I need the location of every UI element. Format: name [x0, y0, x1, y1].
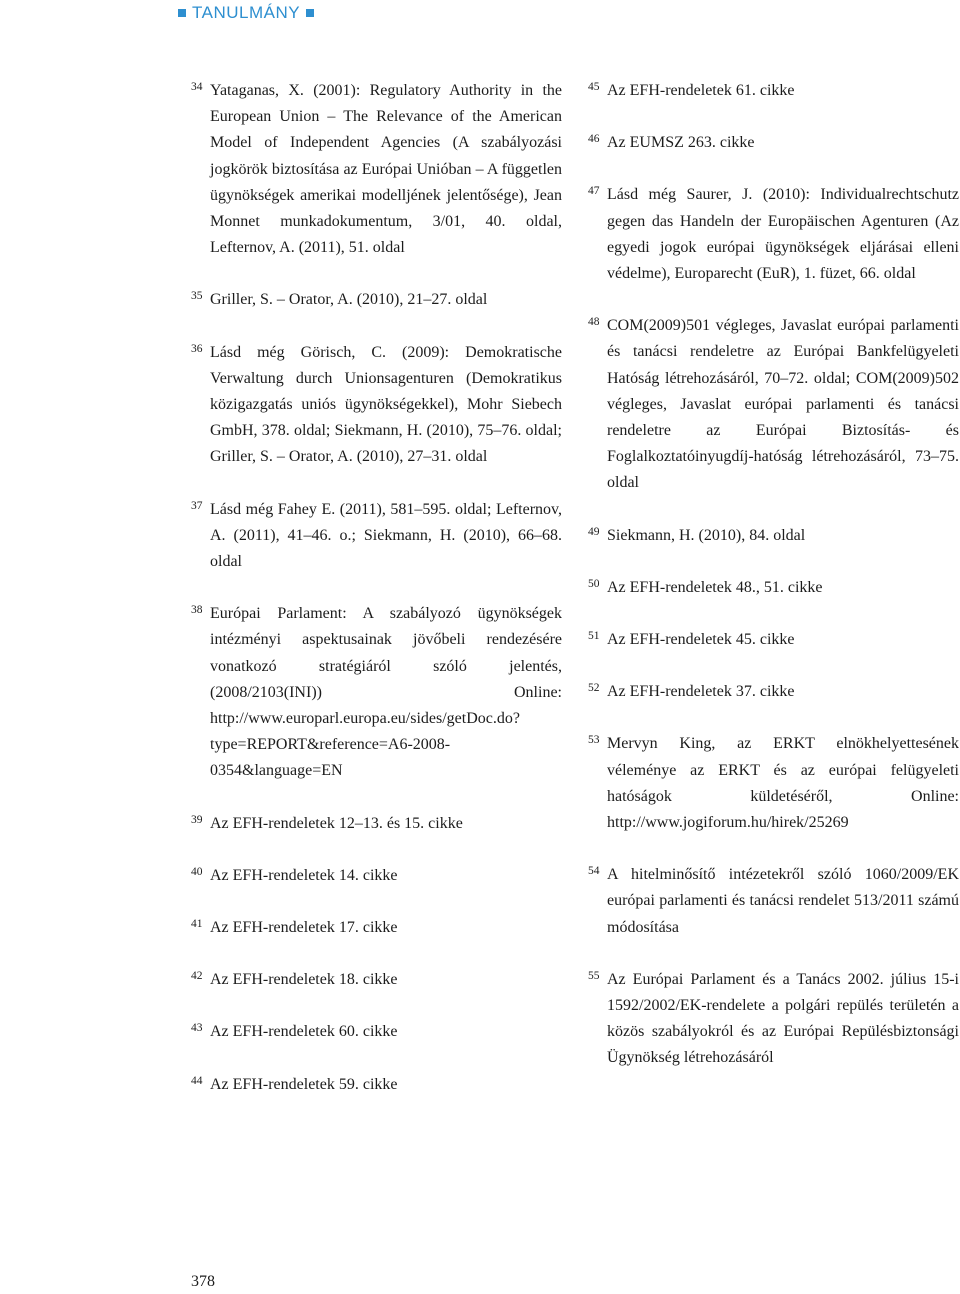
footnote-47 — [588, 182, 959, 287]
footnote-number: 34 — [191, 81, 203, 93]
footnote-38 — [191, 601, 562, 784]
footnote-text: Lásd még Saurer, J. (2010): Individualrechtschutz gegen das Handeln der Europäischen Agenturen (Az egyedi jogok európai ügynökségek eljárásai elleni védelme), Europarecht (EuR), 1. füzet, 66. oldal — [607, 186, 959, 283]
footnote-39 — [191, 811, 562, 837]
page-number: 378 — [191, 1273, 215, 1290]
footnote-text: Az Európai Parlament és a Tanács 2002. július 15-i 1592/2002/EK-rendelete a polgári repülés területén a közös szabályokról és az Európai Repülésbiztonsági Ügynökség létrehozásáról — [607, 970, 959, 1067]
square-bullet-icon — [306, 9, 314, 17]
footnotes-right-column — [588, 78, 959, 1098]
footnote-35 — [191, 287, 562, 313]
footnote-number: 51 — [588, 630, 600, 643]
footnote-text: Siekmann, H. (2010), 84. oldal — [607, 526, 806, 544]
footnote-37 — [191, 497, 562, 576]
footnote-number: 37 — [191, 499, 203, 512]
footnote-number: 46 — [588, 133, 600, 146]
footnote-45 — [588, 78, 959, 104]
footnote-number: 47 — [588, 185, 600, 198]
footnote-text: COM(2009)501 végleges, Javaslat európai parlamenti és tanácsi rendeletre az Európai Bankfelügyeleti Hatóság létrehozásáról, 70–72. oldal; COM(2009)502 végleges, Javaslat európai parlamenti és tanácsi rendeletre az Európai Biztosítás- és Foglalkoztatóinyugdíj-hatóság létrehozásáról, 73–75. oldal — [607, 317, 959, 492]
footnote-text: Lásd még Fahey E. (2011), 581–595. oldal; Lefternov, A. (2011), 41–46. o.; Siekmann, H. (2010), 66–68. oldal — [210, 500, 562, 571]
footnote-48 — [588, 313, 959, 496]
footnote-54 — [588, 862, 959, 941]
footnote-36 — [191, 340, 562, 471]
footnote-number: 38 — [191, 604, 203, 617]
footnote-number: 35 — [191, 290, 203, 303]
footnote-text: Az EFH-rendeletek 45. cikke — [607, 631, 795, 649]
footnote-text: Mervyn King, az ERKT elnökhelyettesének véleménye az ERKT és az európai felügyeleti hatóságok küldetéséről, Online: http://www.jogiforum.hu/hirek/25269 — [607, 735, 959, 832]
footnote-number: 41 — [191, 918, 203, 931]
footnote-text: Az EFH-rendeletek 12–13. és 15. cikke — [210, 814, 463, 832]
footnote-text: Az EFH-rendeletek 37. cikke — [607, 683, 795, 701]
footnote-number: 36 — [191, 342, 203, 355]
footnote-number: 40 — [191, 865, 203, 878]
footnote-52 — [588, 679, 959, 705]
section-title: TANULMÁNY — [192, 3, 301, 22]
footnote-46 — [588, 130, 959, 156]
footnote-40 — [191, 863, 562, 889]
footnote-number: 48 — [588, 316, 600, 329]
footnote-49 — [588, 523, 959, 549]
footnote-text: Lásd még Görisch, C. (2009): Demokratische Verwaltung durch Unionsagenturen (Demokratikus közigazgatás uniós ügynökségekkel), Mohr Siebech GmbH, 378. oldal; Siekmann, H. (2010), 75–76. oldal; Griller, S. – Orator, A. (2010), 27–31. oldal — [210, 343, 562, 466]
footnote-text: A hitelminősítő intézetekről szóló 1060/2009/EK európai parlamenti és tanácsi rendelet 513/2011 számú módosítása — [607, 866, 959, 936]
footnote-55 — [588, 967, 959, 1072]
footnote-text: Európai Parlament: A szabályozó ügynökségek intézményi aspektusainak jövőbeli rendezésére vonatkozó stratégiáról szóló jelentés, (2008/2103(INI)) Online: http://www.europarl.europa.eu/sides/getDoc.do?type=REPORT&reference=A6-2008-0354&language=EN — [210, 605, 562, 780]
footnote-43 — [191, 1019, 562, 1045]
footnote-text: Az EFH-rendeletek 60. cikke — [210, 1023, 398, 1041]
footnote-number: 44 — [191, 1074, 203, 1087]
footnote-number: 43 — [191, 1022, 203, 1035]
footnote-50 — [588, 575, 959, 601]
footnote-51 — [588, 627, 959, 653]
footnote-text: Griller, S. – Orator, A. (2010), 21–27. oldal — [210, 291, 488, 309]
footnote-44 — [191, 1072, 562, 1098]
footnote-number: 49 — [588, 525, 600, 538]
footnote-text: Az EUMSZ 263. cikke — [607, 134, 755, 152]
footnote-42 — [191, 967, 562, 993]
footnote-text: Az EFH-rendeletek 48., 51. cikke — [607, 578, 823, 596]
footnote-number: 52 — [588, 682, 600, 695]
footnote-number: 55 — [588, 969, 600, 982]
footnote-number: 50 — [588, 577, 600, 590]
footnote-text: Az EFH-rendeletek 14. cikke — [210, 866, 398, 884]
footnote-text: Az EFH-rendeletek 18. cikke — [210, 971, 398, 989]
footnote-text: Yataganas, X. (2001): Regulatory Authority in the European Union – The Relevance of the American Model of Independent Agencies (A szabályozási jogkörök biztosítása az Európai Unióban – A független ügynökségek amerikai modelljének jelentősége), Jean Monnet munkadokumentum, 3/01, 40. oldal, Lefternov, A. (2011), 51. oldal — [210, 82, 562, 257]
footnote-number: 45 — [588, 81, 600, 93]
footnote-text: Az EFH-rendeletek 17. cikke — [210, 919, 398, 937]
footnote-34 — [191, 78, 562, 261]
footnote-53 — [588, 731, 959, 836]
footnote-41 — [191, 915, 562, 941]
footnote-number: 53 — [588, 734, 600, 747]
footnote-number: 39 — [191, 813, 203, 826]
footnote-text: Az EFH-rendeletek 59. cikke — [210, 1075, 398, 1093]
footnote-number: 42 — [191, 970, 203, 983]
section-header — [178, 3, 314, 23]
footnote-text: Az EFH-rendeletek 61. cikke — [607, 82, 795, 99]
square-bullet-icon — [178, 9, 186, 17]
footnote-number: 54 — [588, 865, 600, 878]
footnotes-left-column — [191, 78, 562, 1124]
